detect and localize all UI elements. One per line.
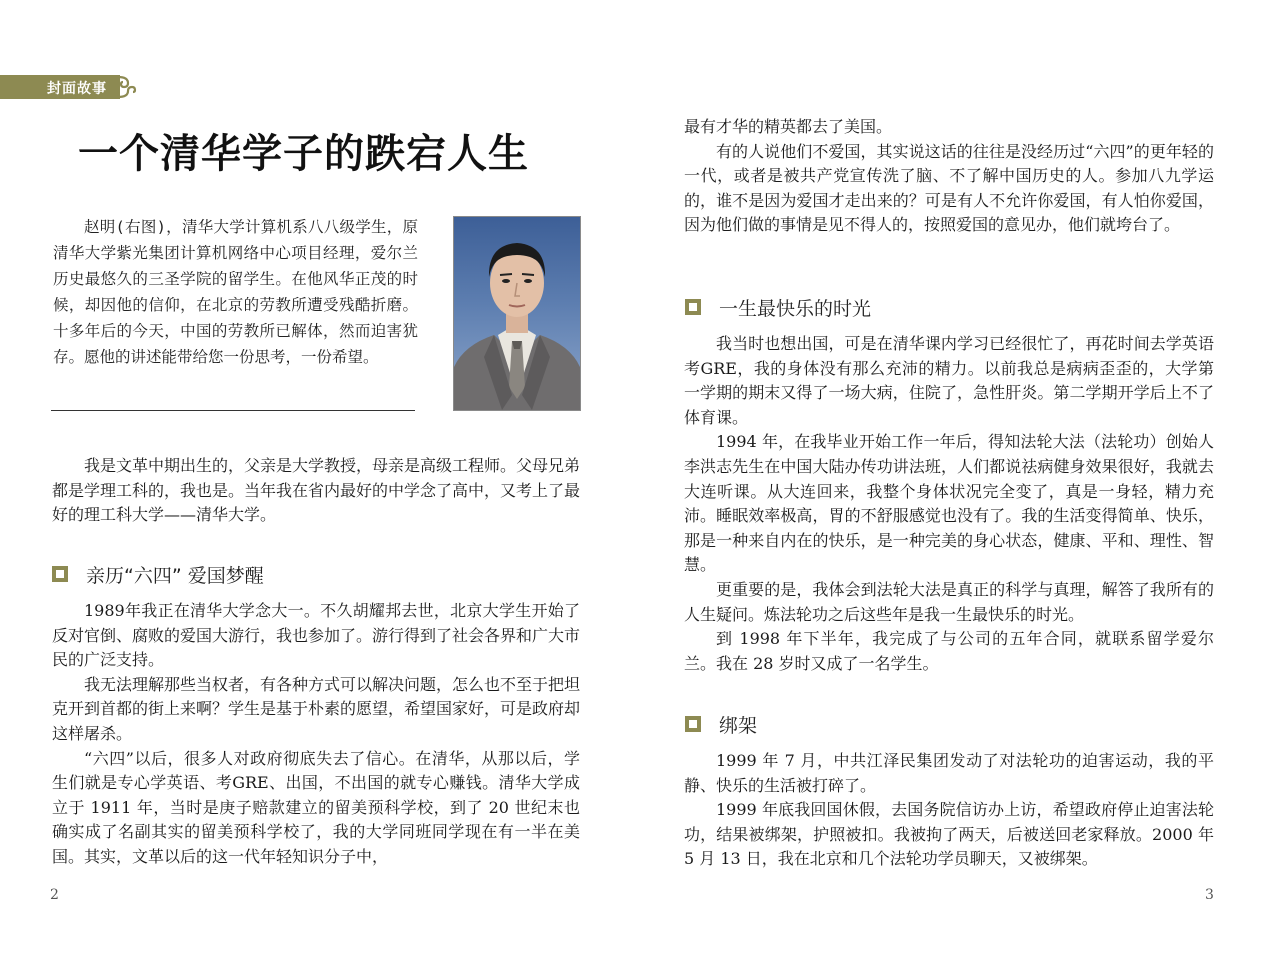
intro-block (53, 214, 418, 370)
paragraph: 有的人说他们不爱国，其实说这话的往往是没经历过“六四”的更年轻的一代，或者是被共产党宣传洗了脑、不了解中国历史的人。参加八九学运的，谁不是因为爱国才走出来的？可是有人不允许你爱国，有人怕你爱国，因为他们做的事情是见不得人的，按照爱国的意见办，他们就垮台了。 (684, 141, 1214, 235)
paragraph: 我当时也想出国，可是在清华课内学习已经很忙了，再花时间去学英语考GRE，我的身体没有那么充沛的精力。以前我总是病病歪歪的，大学第一学期的期末又得了一场大病，住院了，急性肝炎。第二学期开学后上不了体育课。 (684, 334, 1214, 427)
square-bullet-icon (685, 299, 701, 315)
paragraph: 到 1998 年下半年，我完成了与公司的五年合同，就联系留学爱尔兰。我在 28 岁时又成了一名学生。 (684, 629, 1214, 673)
left-column-intro (52, 454, 580, 528)
paragraph: 1999 年底我回国休假，去国务院信访办上访，希望政府停止迫害法轮功，结果被绑架，护照被扣。我被拘了两天，后被送回老家释放。2000 年 5 月 13 日，我在北京和几个法轮功学员聊天，又被绑架。 (684, 800, 1214, 869)
section-heading-text: 绑架 (719, 714, 758, 737)
portrait-photo (453, 216, 581, 411)
section-heading-text: 一生最快乐的时光 (719, 297, 872, 320)
section-heading-happiest (685, 294, 1215, 320)
section-tag-label: 封面故事 (47, 81, 107, 97)
paragraph: 更重要的是，我体会到法轮大法是真正的科学与真理，解答了我所有的人生疑问。炼法轮功之后这些年是我一生最快乐的时光。 (684, 579, 1214, 624)
paragraph: 最有才华的精英都去了美国。 (684, 117, 893, 136)
section-heading-text: 亲历“六四” 爱国梦醒 (86, 564, 264, 587)
right-column-bottom (684, 749, 1214, 872)
square-bullet-icon (685, 716, 701, 732)
article-title: 一个清华学子的跌宕人生 (78, 131, 529, 177)
intro-divider (51, 410, 415, 411)
paragraph: 我是文革中期出生的，父亲是大学教授，母亲是高级工程师。父母兄弟都是学理工科的，我也是。当年我在省内最好的中学念了高中，又考上了最好的理工科大学——清华大学。 (52, 456, 581, 525)
section-heading-abduction (685, 711, 1215, 737)
page-number-right: 3 (1205, 887, 1214, 903)
portrait-illustration (454, 217, 580, 410)
right-column-middle (684, 332, 1214, 676)
section-tag (0, 75, 136, 99)
section-heading-tiananmen (52, 561, 580, 587)
right-column-top (684, 115, 1214, 238)
scroll-ornament-icon (116, 75, 138, 99)
paragraph: “六四”以后，很多人对政府彻底失去了信心。在清华，从那以后，学生们就是专心学英语、考GRE、出国，不出国的就专心赚钱。清华大学成立于 1911 年，当时是庚子赔款建立的留美预科学校，到了 20 世纪末也确实成了名副其实的留美预科学校了，我的大学同班同学现在有一半在美国。其实，文革以后的这一代年轻知识分子中， (52, 748, 580, 866)
square-bullet-icon (52, 566, 68, 582)
paragraph: 1994 年，在我毕业开始工作一年后，得知法轮大法（法轮功）创始人李洪志先生在中国大陆办传功讲法班，人们都说祛病健身效果很好，我就去大连听课。从大连回来，我整个身体状况完全变了，真是一身轻，精力充沛。睡眠效率极高，胃的不舒服感觉也没有了。我的生活变得简单、快乐，那是一种来自内在的快乐，是一种完美的身心状态，健康、平和、理性、智慧。 (684, 432, 1214, 575)
paragraph: 我无法理解那些当权者，有各种方式可以解决问题，怎么也不至于把坦克开到首都的街上来啊？学生是基于朴素的愿望，希望国家好，可是政府却这样屠杀。 (52, 674, 581, 743)
page-number-left: 2 (50, 887, 59, 903)
paragraph: 1999 年 7 月，中共江泽民集团发动了对法轮功的迫害运动，我的平静、快乐的生活被打碎了。 (684, 751, 1214, 795)
intro-text: 赵明(右图)，清华大学计算机系八八级学生，原清华大学紫光集团计算机网络中心项目经理，爱尔兰历史最悠久的三圣学院的留学生。在他风华正茂的时候，却因他的信仰，在北京的劳教所遭受残酷折磨。十多年后的今天，中国的劳教所已解体，然而迫害犹存。愿他的讲述能带给您一份思考，一份希望。 (53, 218, 418, 366)
left-column-body (52, 599, 580, 870)
paragraph: 1989年我正在清华大学念大一。不久胡耀邦去世，北京大学生开始了反对官倒、腐败的爱国大游行，我也参加了。游行得到了社会各界和广大市民的广泛支持。 (52, 601, 581, 670)
